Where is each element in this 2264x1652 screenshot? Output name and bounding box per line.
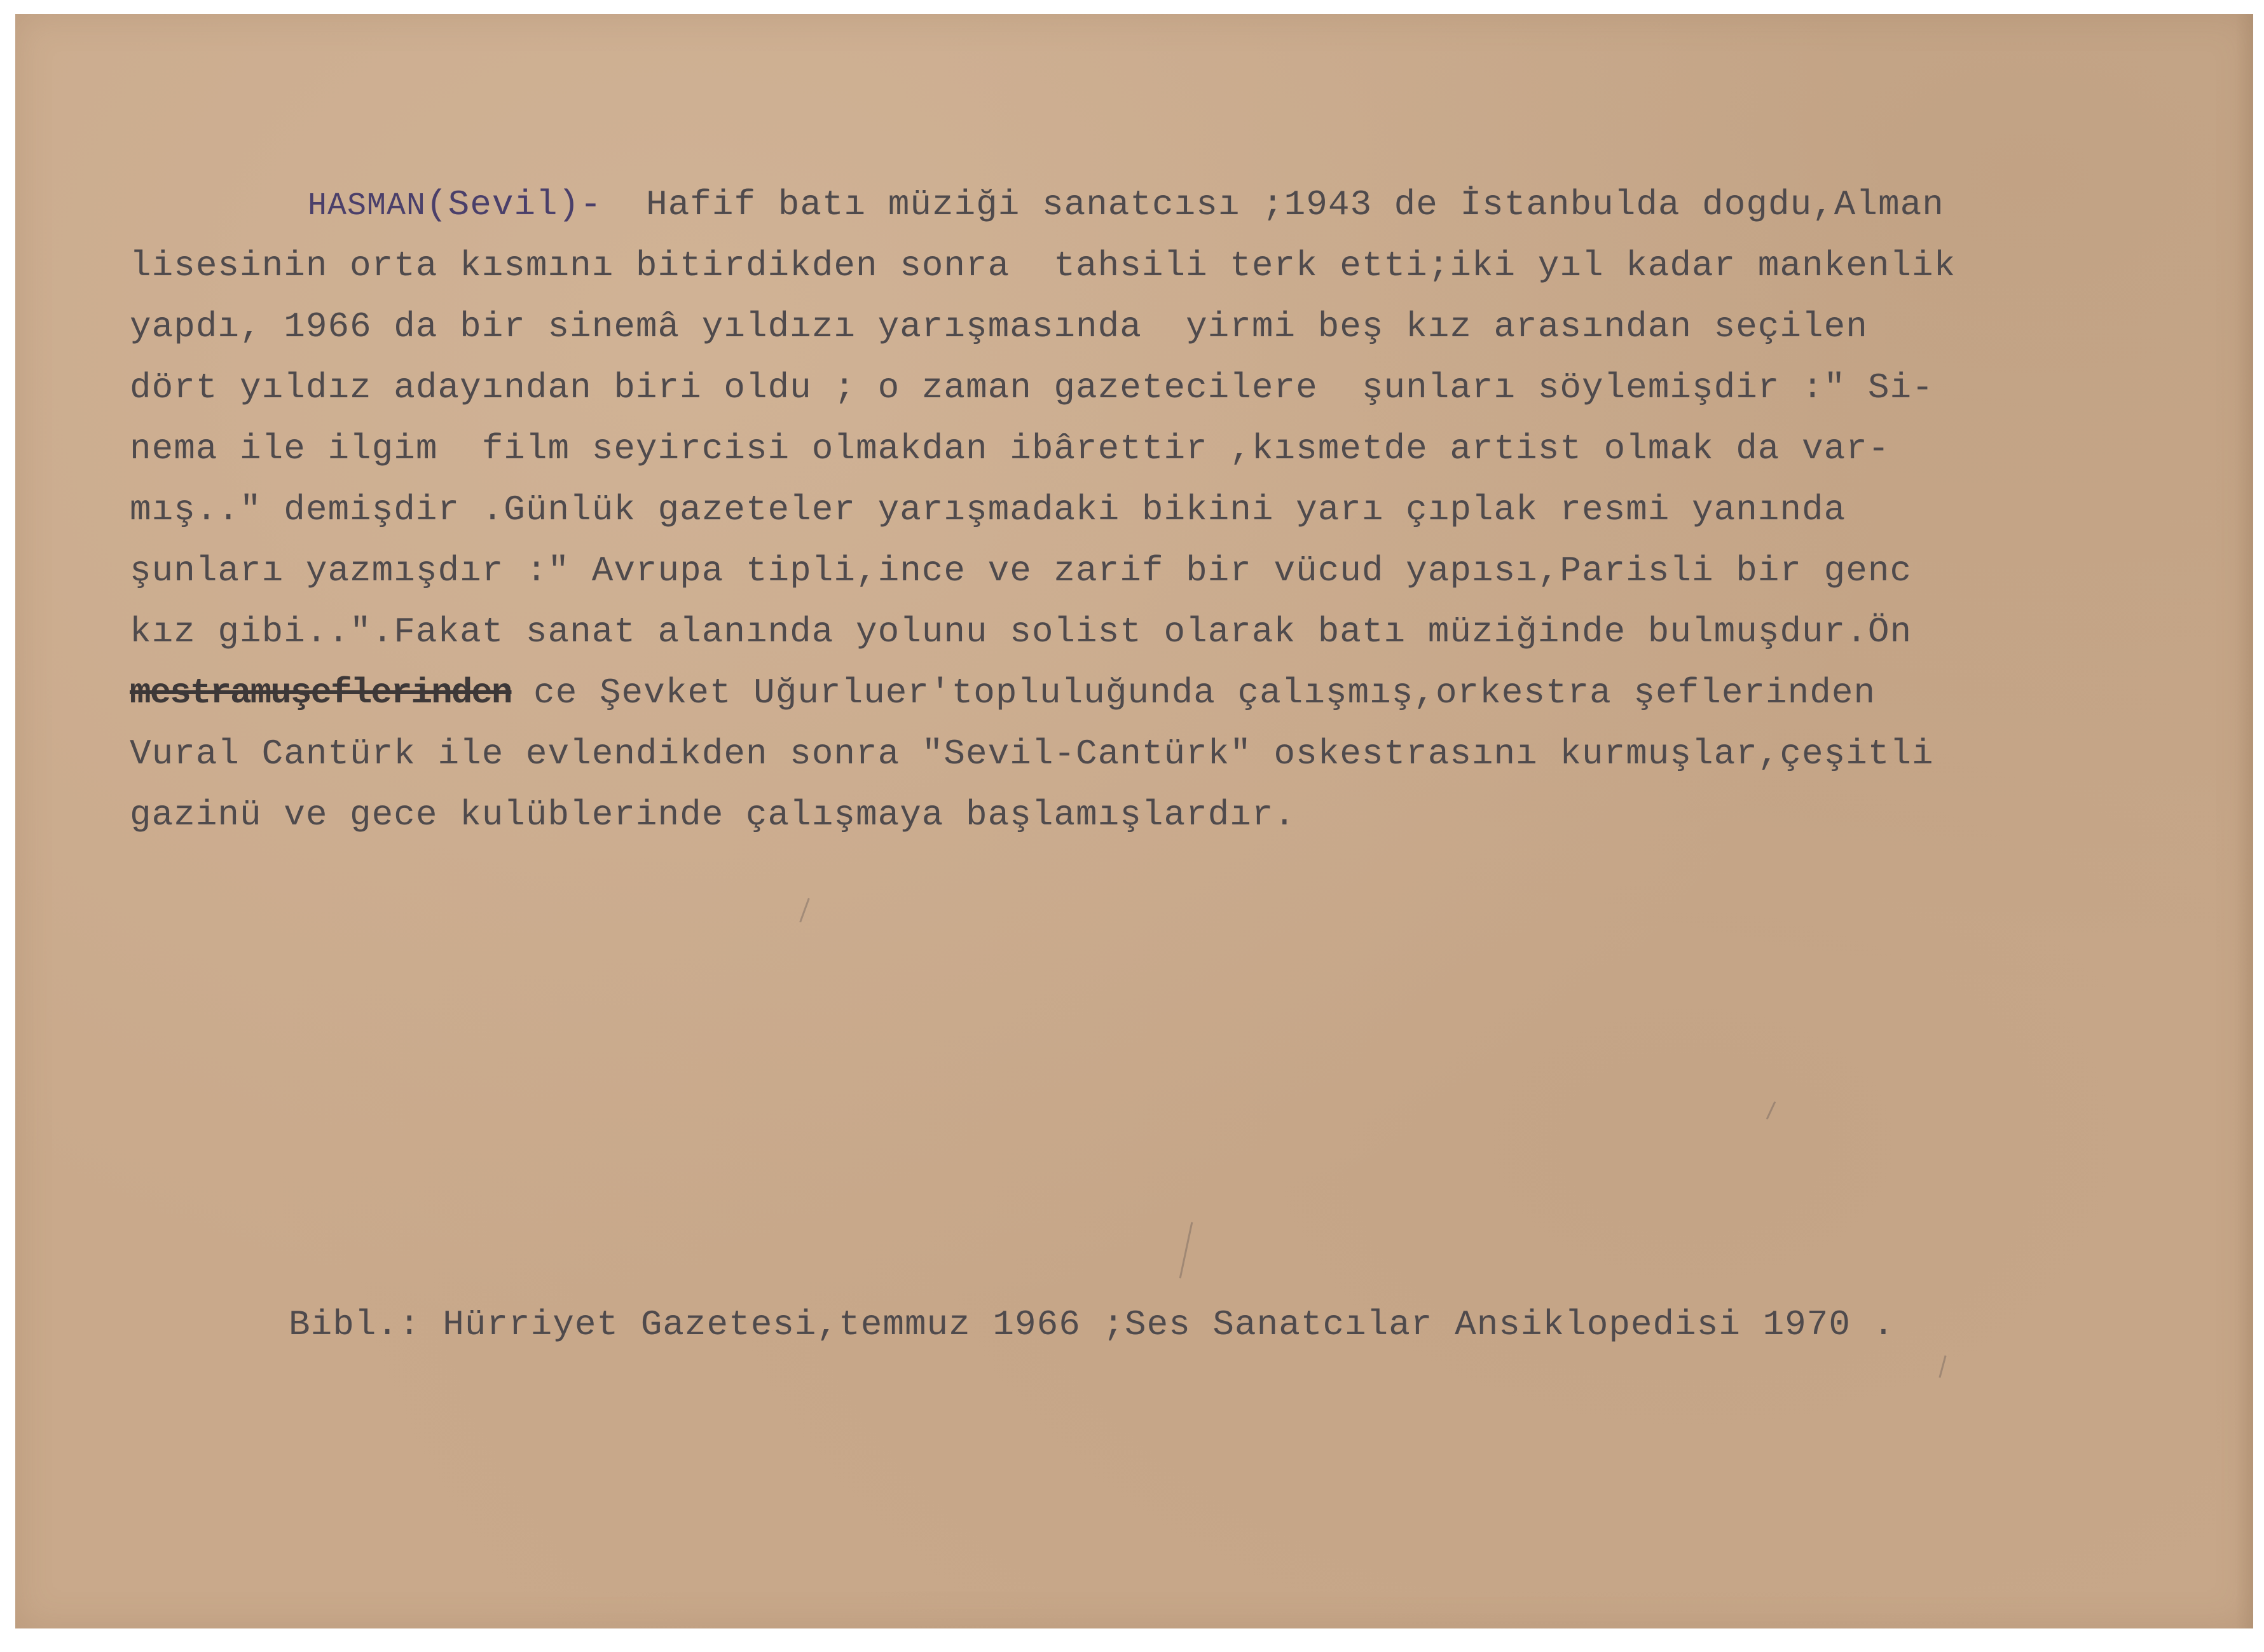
text-line-2: lisesinin orta kısmını bitirdikden sonra tahsili terk etti;iki yıl kadar mankenlik [130,245,1956,286]
archive-card [15,14,2253,1628]
text-line-11: gazinü ve gece kulüblerinde çalışmaya başlamışlardır. [130,795,1296,835]
entry-surname: HASMAN [308,188,427,224]
pencil-mark [799,898,810,923]
pencil-mark [1766,1102,1776,1119]
text-line-6: mış.." demişdir .Günlük gazeteler yarışmadaki bikini yarı çıplak resmi yanında [130,489,1846,530]
text-line-1 [308,184,1944,225]
text-line-5: nema ile ilgim film seyircisi olmakdan ibârettir ,kısmetde artist olmak da var- [130,428,1890,469]
text-line-4: dört yıldız adayından biri oldu ; o zaman gazetecilere şunları söylemişdir :" Si- [130,367,1934,408]
text-line-8: kız gibi..".Fakat sanat alanında yolunu solist olarak batı müziğinde bulmuşdur.Ön [130,611,1912,652]
text-line-3: yapdı, 1966 da bir sinemâ yıldızı yarışmasında yirmi beş kız arasından seçilen [130,306,1868,347]
text-line-10: Vural Cantürk ile evlendikden sonra "Sevil-Cantürk" oskestrasını kurmuşlar,çeşitli [130,734,1934,774]
card-body-text [130,184,2247,871]
entry-given-name: (Sevil)- [426,184,602,225]
line-text: Hafif batı müziği sanatcısı ;1943 de İstanbulda dogdu,Alman [646,184,1944,225]
text-line-9 [130,672,1876,713]
bibliography-line: Bibl.: Hürriyet Gazetesi,temmuz 1966 ;Ses Sanatcılar Ansiklopedisi 1970 . [289,1304,1895,1345]
struck-out-text: mestramuşeflerinden [130,672,512,713]
pencil-mark [1938,1355,1946,1378]
line-text: ce Şevket Uğurluer'topluluğunda çalışmış,orkestra şeflerinden [511,672,1876,713]
pencil-mark [1179,1222,1193,1279]
text-line-7: şunları yazmışdır :" Avrupa tipli,ince ve zarif bir vücud yapısı,Parisli bir genc [130,550,1912,591]
